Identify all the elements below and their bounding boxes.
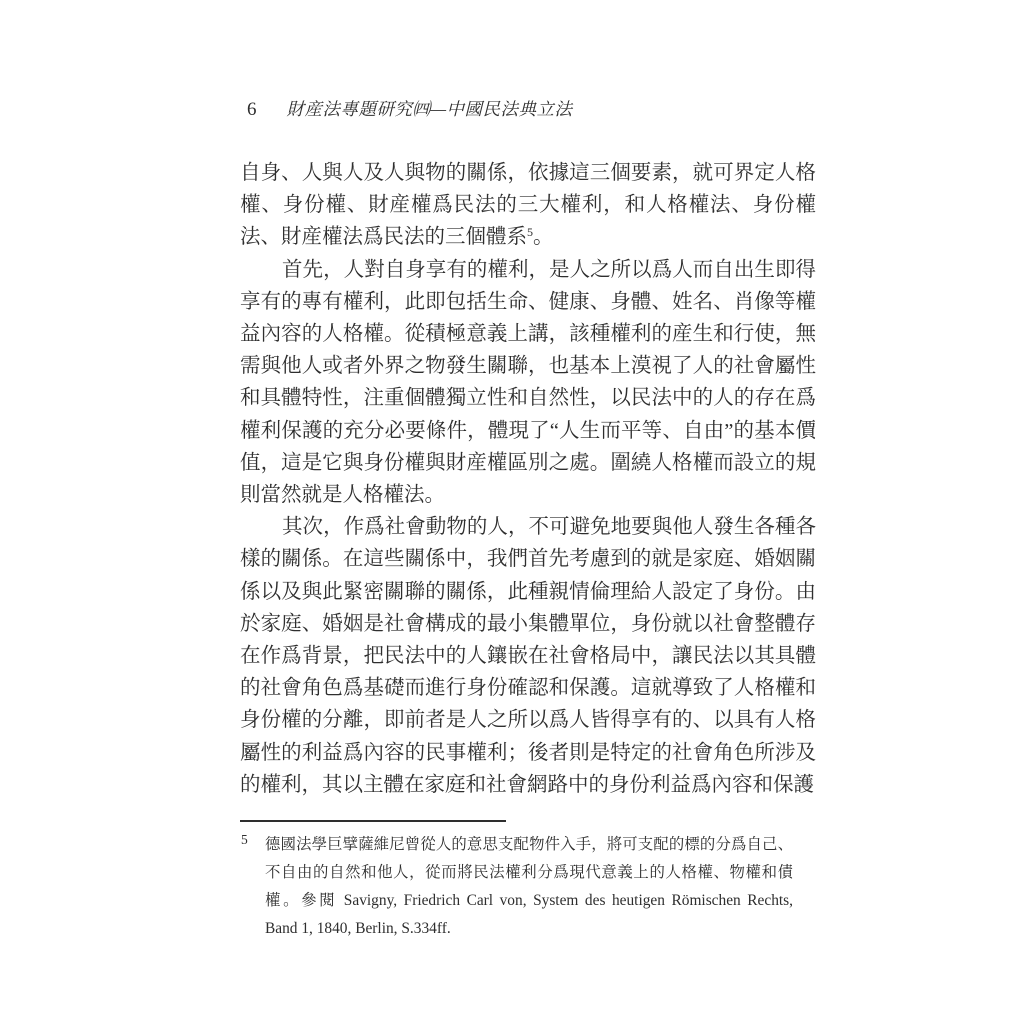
footnote-marker: 5: [241, 832, 248, 847]
body-text: [240, 157, 816, 801]
paragraph-1: [240, 157, 816, 254]
footnote-reference-5: 5: [527, 225, 533, 240]
paragraph-1-end: 。: [533, 226, 554, 249]
footnote-5: [241, 831, 795, 943]
book-title: 財産法專題研究㈣—中國民法典立法: [286, 99, 573, 119]
paragraph-2: [240, 254, 816, 512]
running-header: [247, 96, 807, 121]
footnote-text: 德國法學巨擘薩維尼曾從人的意思支配物件入手，將可支配的標的分爲自己、不自由的自然和他人，從而將民法權利分爲現代意義上的人格權、物權和債權。參閱 Savigny, Friedrich Carl von, System des heutigen Römischen Rechts, Band 1, 1840, Berlin, S.334ff.: [265, 836, 793, 937]
footnote-separator-rule: [240, 820, 506, 822]
paragraph-3: [240, 511, 816, 801]
page-number: 6: [247, 99, 257, 120]
paragraph-3-text: 其次，作爲社會動物的人，不可避免地要與他人發生各種各樣的關係。在這些關係中，我們首先考慮到的就是家庭、婚姻關係以及與此緊密關聯的關係，此種親情倫理給人設定了身份。由於家庭、婚姻是社會構成的最小集體單位，身份就以社會整體存在作爲背景，把民法中的人鑲嵌在社會格局中，讓民法以其具體的社會角色爲基礎而進行身份確認和保護。這就導致了人格權和身份權的分離，即前者是人之所以爲人皆得享有的、以具有人格屬性的利益爲內容的民事權利；後者則是特定的社會角色所涉及的權利，其以主體在家庭和社會網路中的身份利益爲內容和保護: [240, 516, 816, 796]
paragraph-1-text: 自身、人與人及人與物的關係，依據這三個要素，就可界定人格權、身份權、財産權爲民法的三大權利，和人格權法、身份權法、財産權法爲民法的三個體系: [240, 162, 816, 249]
paragraph-2-text: 首先，人對自身享有的權利，是人之所以爲人而自出生即得享有的專有權利，此即包括生命、健康、身體、姓名、肖像等權益內容的人格權。從積極意義上講，該種權利的産生和行使，無需與他人或者外界之物發生關聯，也基本上漠視了人的社會屬性和具體特性，注重個體獨立性和自然性，以民法中的人的存在爲權利保護的充分必要條件，體現了“人生而平等、自由”的基本價值，這是它與身份權與財産權區別之處。圍繞人格權而設立的規則當然就是人格權法。: [240, 258, 816, 507]
